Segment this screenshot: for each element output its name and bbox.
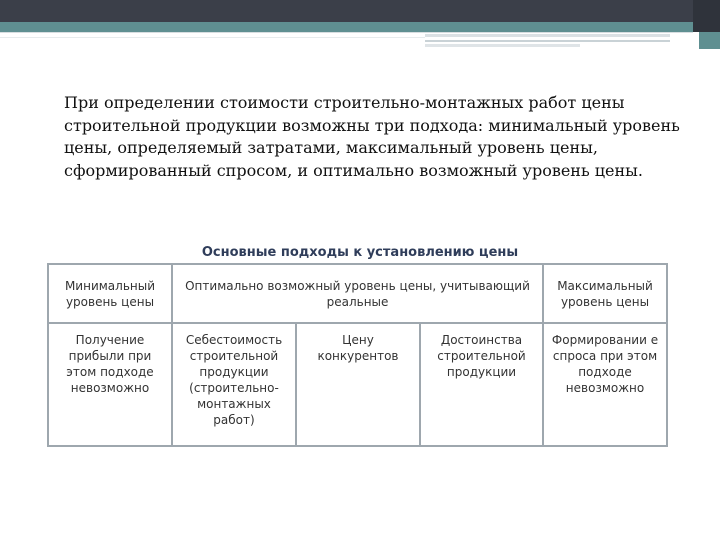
slide-paragraph: При определении стоимости строительно-монтажных работ цены строительной продукции возможны три подхода: минимальный уровень цены, определяемый затратами, максимальный уровень цены, сформированный спросом, и оптимально возможный уровень цены. <box>64 93 680 180</box>
decorative-line <box>425 34 670 37</box>
table-row <box>48 323 667 446</box>
decorative-line <box>0 32 693 33</box>
table-cell: Достоинства строительной продукции <box>420 323 543 446</box>
slide-accent-band <box>0 22 720 32</box>
decorative-line <box>425 40 670 42</box>
slide-corner-accent-lower <box>699 32 720 49</box>
header-cell-optimal: Оптимально возможный уровень цены, учитывающий реальные <box>172 264 543 323</box>
table-cell: Получение прибыли при этом подходе невозможно <box>48 323 172 446</box>
slide-corner-accent <box>693 0 720 32</box>
table-title: Основные подходы к установлению цены <box>201 245 519 260</box>
slide-top-bar <box>0 0 720 22</box>
header-cell-min: Минимальный уровень цены <box>48 264 172 323</box>
header-cell-max: Максимальный уровень цены <box>543 264 667 323</box>
decorative-line <box>0 37 425 38</box>
decorative-line <box>425 44 580 47</box>
table-cell: Себестоимость строительной продукции (строительно-монтажных работ) <box>172 323 296 446</box>
table-cell: Цену конкурентов <box>296 323 420 446</box>
table-header-row <box>48 264 667 323</box>
table-cell: Формировании е спроса при этом подходе невозможно <box>543 323 667 446</box>
pricing-approaches-table <box>47 263 668 447</box>
